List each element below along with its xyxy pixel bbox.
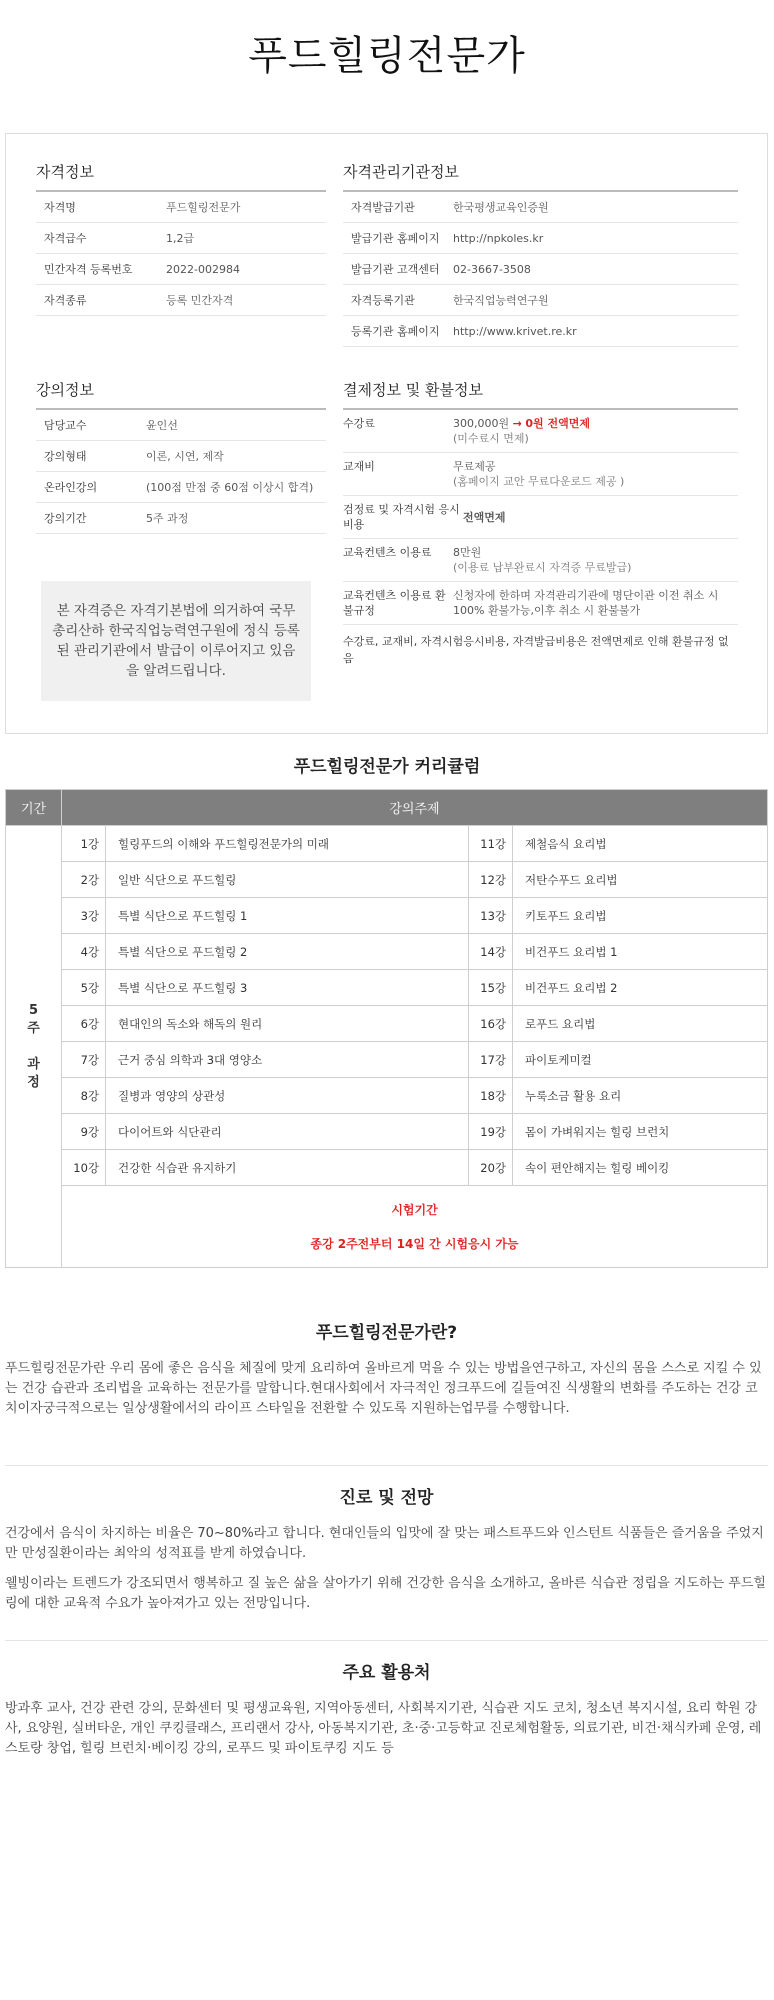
lecture-info-row [36,503,326,534]
content-label: 교육컨텐츠 이용료 [343,546,432,559]
cert-info-row [36,285,326,316]
curriculum-table [5,789,768,1268]
org-info-row [343,285,738,316]
material-sub: (홈페이지 교안 무료다운로드 제공 ) [453,475,625,488]
lecture-number: 3강 [62,898,106,934]
info-box [5,133,768,734]
org-info-row [343,316,738,347]
lecture-topic: 제철음식 요리법 [513,826,768,862]
exam-fee-label: 검정료 및 자격시험 응시비용 [343,503,460,531]
row-value: 윤인선 [146,419,178,432]
lecture-topic: 근거 중심 의학과 3대 영양소 [106,1042,469,1078]
fee-arrow: → [512,417,522,430]
exam-title: 시험기간 [391,1202,438,1217]
table-row [6,898,768,934]
row-label: 민간자격 등록번호 [44,263,133,276]
fee-price: 300,000원 [453,417,510,430]
col-topic: 강의주제 [62,790,768,826]
lecture-topic: 누룩소금 활용 요리 [513,1078,768,1114]
usage-section [5,1658,768,1769]
lecture-topic: 힐링푸드의 이해와 푸드힐링전문가의 미래 [106,826,469,862]
row-value: 2022-002984 [166,262,240,276]
about-heading: 푸드힐링전문가란? [315,1323,458,1343]
lecture-number: 13강 [469,898,513,934]
row-value: 02-3667-3508 [453,262,531,276]
lecture-number: 16강 [469,1006,513,1042]
page-title: 푸드힐링전문가 [248,33,526,79]
lecture-number: 2강 [62,862,106,898]
usage-heading: 주요 활용처 [342,1663,431,1683]
fee-free: 0원 전액면제 [525,417,590,430]
lecture-topic: 건강한 식습관 유지하기 [106,1150,469,1186]
period-cell: 5 주 과 정 [6,826,62,1268]
row-label: 담당교수 [44,419,87,432]
content-sub: (이용료 납부완료시 자격증 무료발급) [453,561,632,574]
table-row [6,1114,768,1150]
lecture-topic: 다이어트와 식단관리 [106,1114,469,1150]
material-value: 무료제공 [453,460,496,473]
org-info-row [343,254,738,285]
about-text: 푸드힐링전문가란 우리 몸에 좋은 음식을 체질에 맞게 요리하여 올바르게 먹을 수 있는 방법을연구하고, 자신의 몸을 스스로 지킬 수 있는 건강 습관과 조리법을 교육하는 전문가를 말합니다.현대사회에서 자극적인 정크푸드에 길들여진 식생활의 변화를 주도하는 건강 코치이자궁극적으로는 일상생활에서의 라이프 스타일을 전환할 수 있도록 지원하는업무를 수행합니다. [5,1361,762,1416]
row-label: 자격급수 [44,232,87,245]
notice-box: 본 자격증은 자격기본법에 의거하여 국무총리산하 한국직업능력연구원에 정식 등록된 관리기관에서 발급이 이루어지고 있음을 알려드립니다. [41,581,311,701]
lecture-number: 12강 [469,862,513,898]
lecture-topic: 비건푸드 요리법 2 [513,970,768,1006]
org-info-heading: 자격관리기관정보 [343,161,738,192]
lecture-number: 14강 [469,934,513,970]
career-text-2: 웰빙이라는 트렌드가 강조되면서 행복하고 질 높은 삶을 살아가기 위해 건강한 음식을 소개하고, 올바른 식습관 정립을 지도하는 푸드힐링에 대한 교육적 수요가 높아져가고 있는 전망입니다. [5,1576,766,1611]
lecture-topic: 질병과 영양의 상관성 [106,1078,469,1114]
about-section [5,1318,768,1429]
org-info-row [343,192,738,223]
divider [5,1465,768,1466]
lecture-number: 11강 [469,826,513,862]
table-row [6,826,768,862]
lecture-number: 10강 [62,1150,106,1186]
career-section [5,1483,768,1624]
lecture-number: 7강 [62,1042,106,1078]
lecture-info-row [36,441,326,472]
exam-fee-value: 전액면제 [463,510,506,524]
exam-period-cell [62,1186,768,1268]
lecture-topic: 속이 편안해지는 힐링 베이킹 [513,1150,768,1186]
fee-sub: (미수료시 면제) [453,432,529,445]
lecture-number: 20강 [469,1150,513,1186]
cert-info-row [36,254,326,285]
table-row [6,1150,768,1186]
org-info-row [343,223,738,254]
lecture-number: 19강 [469,1114,513,1150]
lecture-topic: 로푸드 요리법 [513,1006,768,1042]
payment-footer: 수강료, 교재비, 자격시험응시비용, 자격발급비용은 전액면제로 인해 환불규정 없음 [343,635,729,665]
lecture-topic: 현대인의 독소와 해독의 원리 [106,1006,469,1042]
lecture-info-row [36,410,326,441]
lecture-topic: 키토푸드 요리법 [513,898,768,934]
row-value: (100점 만점 중 60점 이상시 합격) [146,481,314,494]
lecture-topic: 특별 식단으로 푸드힐링 3 [106,970,469,1006]
row-label: 등록기관 홈페이지 [351,325,440,338]
exam-fee-row [343,496,738,539]
table-row [6,862,768,898]
material-label: 교재비 [343,460,375,473]
row-label: 온라인강의 [44,481,98,494]
lecture-number: 6강 [62,1006,106,1042]
row-value: 한국평생교육인증원 [453,201,549,214]
lecture-number: 5강 [62,970,106,1006]
cert-info-heading: 자격정보 [36,161,326,192]
row-label: 발급기관 고객센터 [351,263,440,276]
row-label: 강의형태 [44,450,87,463]
row-label: 자격명 [44,201,76,214]
refund-label: 교육컨텐츠 이용료 환불규정 [343,589,446,617]
col-period: 기간 [6,790,62,826]
lecture-topic: 저탄수푸드 요리법 [513,862,768,898]
lecture-number: 17강 [469,1042,513,1078]
lecture-topic: 특별 식단으로 푸드힐링 1 [106,898,469,934]
row-value: 등록 민간자격 [166,294,234,307]
cert-info-row [36,192,326,223]
row-value: 한국직업능력연구원 [453,294,549,307]
fee-row [343,410,738,453]
lecture-topic: 특별 식단으로 푸드힐링 2 [106,934,469,970]
lecture-number: 18강 [469,1078,513,1114]
lecture-number: 15강 [469,970,513,1006]
row-value: 1,2급 [166,232,195,245]
row-value: 푸드힐링전문가 [166,201,241,214]
usage-text: 방과후 교사, 건강 관련 강의, 문화센터 및 평생교육원, 지역아동센터, 사회복지기관, 식습관 지도 코치, 청소년 복지시설, 요리 학원 강사, 요양원, 실버타운, 개인 쿠킹클래스, 프리랜서 강사, 아동복지기관, 초·중·고등학교 진로체험활동, 의료기관, 비건·채식카페 운영, 레스토랑 창업, 힐링 브런치·베이킹 강의, 로푸드 및 파이토쿠킹 지도 등 [5,1701,762,1756]
career-text-1: 건강에서 음식이 차지하는 비율은 70~80%라고 합니다. 현대인들의 입맛에 잘 맞는 패스트푸드와 인스턴트 식품들은 즐거움을 주었지만 만성질환이라는 최악의 성적표를 받게 하였습니다. [5,1526,764,1561]
content-value: 8만원 [453,546,482,559]
row-label: 자격종류 [44,294,87,307]
exam-row [6,1186,768,1268]
row-value: 5주 과정 [146,512,189,525]
refund-row [343,582,738,625]
career-heading: 진로 및 전망 [339,1488,434,1508]
lecture-info-section [36,379,326,534]
row-value: 이론, 시연, 제작 [146,450,224,463]
row-label: 강의기간 [44,512,87,525]
lecture-number: 4강 [62,934,106,970]
table-row [6,934,768,970]
payment-section [343,379,738,667]
table-row [6,1006,768,1042]
divider [5,1640,768,1641]
fee-label: 수강료 [343,417,375,430]
row-value: http://www.krivet.re.kr [453,324,577,338]
row-label: 자격발급기관 [351,201,415,214]
lecture-info-row [36,472,326,503]
cert-info-section [36,161,326,316]
lecture-topic: 비건푸드 요리법 1 [513,934,768,970]
lecture-topic: 파이토케미컬 [513,1042,768,1078]
row-value: http://npkoles.kr [453,231,544,245]
curriculum-title: 푸드힐링전문가 커리큘럼 [293,757,481,777]
exam-desc: 종강 2주전부터 14일 간 시험응시 가능 [310,1236,519,1251]
cert-info-row [36,223,326,254]
table-row [6,1078,768,1114]
lecture-topic: 몸이 가벼워지는 힐링 브런치 [513,1114,768,1150]
table-row [6,1042,768,1078]
lecture-topic: 일반 식단으로 푸드힐링 [106,862,469,898]
lecture-number: 1강 [62,826,106,862]
payment-heading: 결제정보 및 환불정보 [343,379,738,410]
org-info-section [343,161,738,347]
lecture-number: 8강 [62,1078,106,1114]
row-label: 발급기관 홈페이지 [351,232,440,245]
lecture-number: 9강 [62,1114,106,1150]
content-row [343,539,738,582]
refund-value: 신청자에 한하며 자격관리기관에 명단이관 이전 취소 시 100% 환불가능,이후 취소 시 환불불가 [453,589,719,617]
row-label: 자격등록기관 [351,294,415,307]
table-row [6,970,768,1006]
material-row [343,453,738,496]
lecture-info-heading: 강의정보 [36,379,326,410]
